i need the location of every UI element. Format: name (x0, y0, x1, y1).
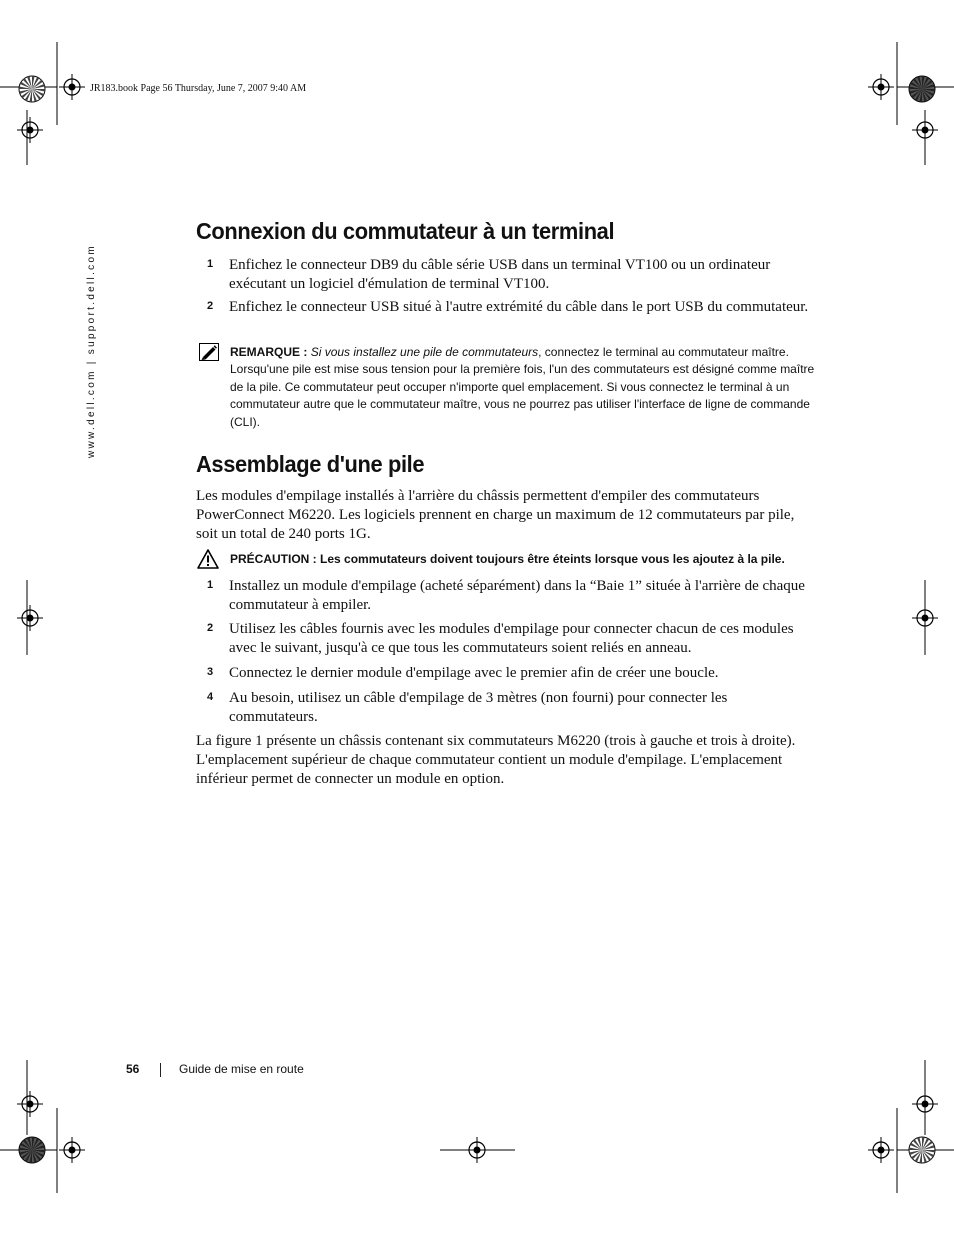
step-number: 3 (207, 666, 214, 678)
note-text: , connectez le terminal au commutateur maître. Lorsqu'une pile est mise sous tension pour la première fois, l'un des commutateurs est désigné comme maître de la pile. Ce commutateur peut occuper n'importe quel emplacement. Si vous connectez le terminal à un commutateur autre que le commutateur maître, vous ne pourrez pas utiliser l'interface de ligne de commande (CLI). (230, 345, 815, 429)
footer-divider (160, 1063, 161, 1077)
step-text: Installez un module d'empilage (acheté séparément) dans la “Baie 1” située à l'arrière de chaque commutateur à empiler. (229, 578, 805, 613)
terminal-steps-list (207, 256, 827, 346)
step-text: Enfichez le connecteur USB situé à l'autre extrémité du câble dans le port USB du commutateur. (229, 299, 809, 315)
caution-label: PRÉCAUTION : (230, 552, 317, 566)
step-number: 1 (207, 258, 214, 270)
caution-block (230, 552, 785, 566)
note-label: REMARQUE : (230, 345, 308, 359)
note-italic: Si vous installez une pile de commutateurs (310, 345, 539, 359)
footer-title: Guide de mise en route (179, 1062, 304, 1076)
caution-text: Les commutateurs doivent toujours être éteints lorsque vous les ajoutez à la pile. (320, 552, 785, 566)
sidebar-url: www.dell.com | support.dell.com (86, 244, 97, 458)
step-number: 4 (207, 691, 214, 703)
note-block (230, 344, 820, 431)
section-title-stack: Assemblage d'une pile (196, 451, 425, 477)
page-number: 56 (126, 1062, 140, 1076)
step-number: 2 (207, 622, 214, 634)
step-text: Utilisez les câbles fournis avec les modules d'empilage pour connecter chacun de ces modules avec le suivant, jusqu'à ce que tous les commutateurs soient reliés en anneau. (229, 621, 794, 656)
step-text: Enfichez le connecteur DB9 du câble série USB dans un terminal VT100 ou un ordinateur exécutant un logiciel d'émulation de terminal VT100. (229, 257, 771, 292)
caution-triangle-icon (197, 549, 219, 574)
step-text: Au besoin, utilisez un câble d'empilage de 3 mètres (non fourni) pour connecter les commutateurs. (229, 690, 728, 725)
note-pencil-icon (199, 343, 219, 366)
section-title-terminal: Connexion du commutateur à un terminal (196, 218, 615, 244)
step-text: Connectez le dernier module d'empilage avec le premier afin de créer une boucle. (229, 665, 719, 681)
stack-intro-paragraph: Les modules d'empilage installés à l'arrière du châssis permettent d'empiler des commutateurs PowerConnect M6220. Les logiciels prennent en charge un maximum de 12 commutateurs par pile, soit un total de 240 ports 1G. (196, 488, 795, 542)
file-info-header: JR183.book Page 56 Thursday, June 7, 2007 9:40 AM (90, 83, 307, 94)
step-number: 2 (207, 300, 214, 312)
step-number: 1 (207, 579, 214, 591)
stack-outro-paragraph: La figure 1 présente un châssis contenant six commutateurs M6220 (trois à gauche et trois à droite). L'emplacement supérieur de chaque commutateur contient un module d'empilage. L'emplacement inférieur permet de connecter un module en option. (196, 733, 796, 787)
stack-steps-list (207, 577, 827, 732)
